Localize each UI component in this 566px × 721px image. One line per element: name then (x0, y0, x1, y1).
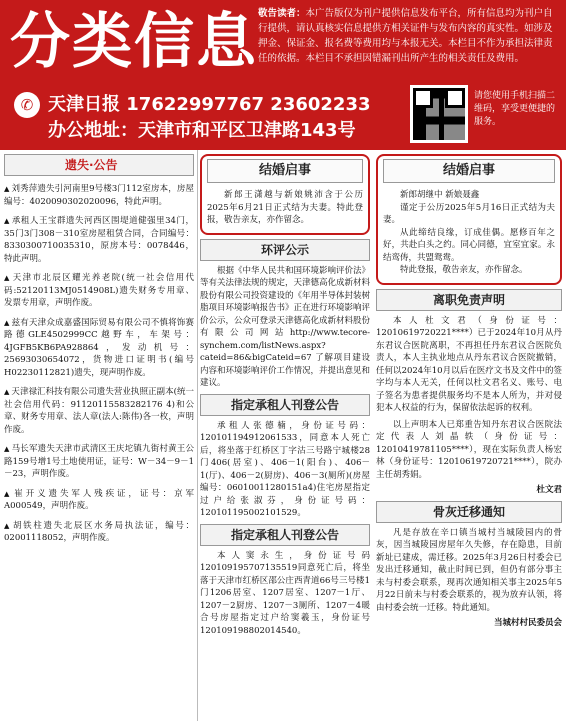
header-banner (0, 0, 566, 150)
reader-notice (258, 6, 558, 66)
wedding-notice-heading: 结婚启事 (207, 159, 363, 183)
wedding-closing-text: 特此登报，敬告亲友，亦作留念。 (400, 265, 528, 275)
tenant-notice-text: 承租人张德楠，身份证号码：120101194912061533，同意本人死亡后，将坐落于红桥区丁字沽三号路宁城楼28门406(居室)、406－1(阳台)、406－1(厅)、406－2(厨房)、406－3(厕所)(房屋编号：06010011280151a4)住宅房屋指定过户给张淑芬，身份证号码：120101195002101529。 (200, 420, 370, 518)
wedding-notice-box (200, 154, 370, 235)
ash-relocation-signature: 当城村村民委员会 (493, 618, 562, 628)
resignation-notice-text: 本人杜文君（身份证号：12010619720221****）已于2024年10月从丹东君议合医院离职，不再担任丹东君议合医院负责人，本人主执业地点从丹东君议合医院撤销，任何以2024年10月以后在医疗文书及文件中的签字均与本人无关，任何以杜文君名义、账号、电子签名为患者提供服务均不是本人所为，并对侵犯本人权益的行为，保留依法起诉的权利。 (376, 315, 562, 413)
ash-relocation-heading: 骨灰迁移通知 (376, 501, 562, 523)
lost-notice-item: ▲ 天津市北辰区耀光养老院(统一社会信用代码:52120113MJ0514908L)遗失财务专用章、发票专用章，声明作废。 (4, 272, 194, 310)
contact-phone-line: 天津日报 17622997767 23602233 (48, 94, 371, 115)
lost-notice-item: ▲ 天津禄汇科技有限公司遗失营业执照正副本(统一社会信用代码：91120115583282176 4)和公章、财务专用章、法人章(法人:陈伟)各一枚，声明作废。 (4, 386, 194, 436)
title-char: 信 (134, 7, 194, 77)
wedding-couple-names: 新郎胡继中 新娘聂鑫 (400, 190, 480, 200)
lost-notice-item: ▲ 崔开义遗失军人残疾证，证号：京军A000549，声明作废。 (4, 488, 194, 513)
resignation-notice-heading: 离职免责声明 (376, 289, 562, 311)
wedding-notice-heading: 结婚启事 (383, 159, 555, 183)
lost-notice-heading: 遗失·公告 (4, 154, 194, 176)
column-lost-notices (4, 150, 194, 545)
lost-notice-item: ▲ 胡铁柱遗失北辰区水务局执法证，编号：02001118052，声明作废。 (4, 520, 194, 545)
reader-notice-title: 敬告读者： (258, 8, 306, 19)
phone-icon: ✆ (14, 92, 40, 118)
lost-notice-item: ▲ 马长军遗失天津市武清区王庆坨镇九街村黄王公路159号增1号土地使用证，证号：W－34－9－1－23，声明作废。 (4, 443, 194, 481)
resignation-notice-text: 以上声明本人已郑重告知丹东君议合医院法定代表人刘晶轶（身份证号：12010419781105****），现在实际负责人杨宏林（身份证号：12010619720721****），院办主任胡秀娟。 (376, 419, 562, 480)
qr-code[interactable] (410, 85, 468, 143)
title-char: 类 (72, 7, 132, 77)
env-notice-heading: 环评公示 (200, 239, 370, 261)
title-char: 息 (196, 7, 256, 77)
tenant-notice-heading: 指定承租人刊登公告 (200, 524, 370, 546)
contact-address-line: 办公地址：天津市和平区卫津路143号 (48, 120, 356, 141)
qr-caption: 请您使用手机扫描二维码，享受更便捷的服务。 (474, 91, 556, 127)
env-notice-text: 根据《中华人民共和国环境影响评价法》等有关法律法规的规定，天津德高化成新材料股份有限公司投资建设的《年用半导体封装树脂项目环境影响报告书》正在进行环境影响评价公示，公众可登录天津德高化成新材料股份有限公司网站http://www.tecore-synchem.com/listNews.aspx?cateid=86&bigCateid=67 了解项目建设内容和环境影响评价工作情况，并提出意见和建议。 (200, 265, 371, 388)
resignation-signature: 杜文君 (536, 485, 562, 495)
wedding-notice-box (376, 154, 562, 285)
title-char: 分 (10, 7, 70, 77)
tenant-notice-heading: 指定承租人刊登公告 (200, 394, 370, 416)
lost-notice-item: ▲ 刘秀萍遗失引河南里9号楼3门112室房本，房屋编号：4020090302020096，特此声明。 (4, 183, 194, 208)
lost-notice-item: ▲ 兹有天津众成嘉盛国际贸易有限公司不慎将饰赛路德GLE4502999CC越野车，车架号：4JGFB5KB6PA928864，发动机号：25693030654072，货物进口证明书(编号H02230112821)遗失，现声明作废。 (4, 317, 194, 380)
reader-notice-body: 本广告版仅为刊户提供信息发布平台，所有信息均为刊户自行提供，请认真核实信息提供方相关证件与发布内容的真实性。如涉及押金、保证金、报名费等费用均与本报无关。本栏目不作为承担法律责任的依据。本栏目不承担因错漏刊出所产生的相关责任及费用。 (258, 8, 553, 64)
section-title (10, 2, 260, 82)
tenant-notice-text: 本人窦永生，身份证号码120109195707135519同意死亡后，将坐落于天津市红桥区邵公庄西青道66号三号楼1门1206居室、1207居室、1207－1厅、1207－2厨房、1207－3厕所、1207－4暖合号房屋指定过户给窦羲玉，身份证号120109198802014540。 (200, 550, 370, 636)
column-middle (200, 150, 370, 637)
wedding-notice-text: 新郎王潇越与新娘姚沛含于公历2025年6月21日正式结为夫妻。特此登报，敬告亲友，亦作留念。 (207, 190, 363, 225)
column-divider (197, 150, 198, 721)
wedding-date-text: 谨定于公历2025年5月16日正式结为夫妻。 (383, 202, 555, 225)
lost-notice-item: ▲ 承租人王宝群遗失河西区围堤道健强里34门，35门3门308－310室房屋租赁合同，合同编号：8330300710035310，原房本号：0078446，特此声明。 (4, 215, 194, 265)
ash-relocation-text: 凡是存放在辛口镇当城村当城陵园内的骨灰，因当城陵园房屋年久失修，存在隐患，目前新址已建成，需迁移。2025年3月26日村委会已发出迁移通知，截止时间已到，但仍有部分事主未与村委会联系，现再次通知相关事主2025年5月22日前未与村委会联系的，视为放弃认领，将由村委会统一迁移。特此通知。 (376, 527, 562, 613)
wedding-blessing-text: 从此缔结良缘，订成佳偶。愿修百年之好，共赴白头之约。同心同德，宜室宜家。永结鸾俦，共盟鸳鸯。 (383, 227, 555, 263)
column-right (376, 150, 562, 630)
